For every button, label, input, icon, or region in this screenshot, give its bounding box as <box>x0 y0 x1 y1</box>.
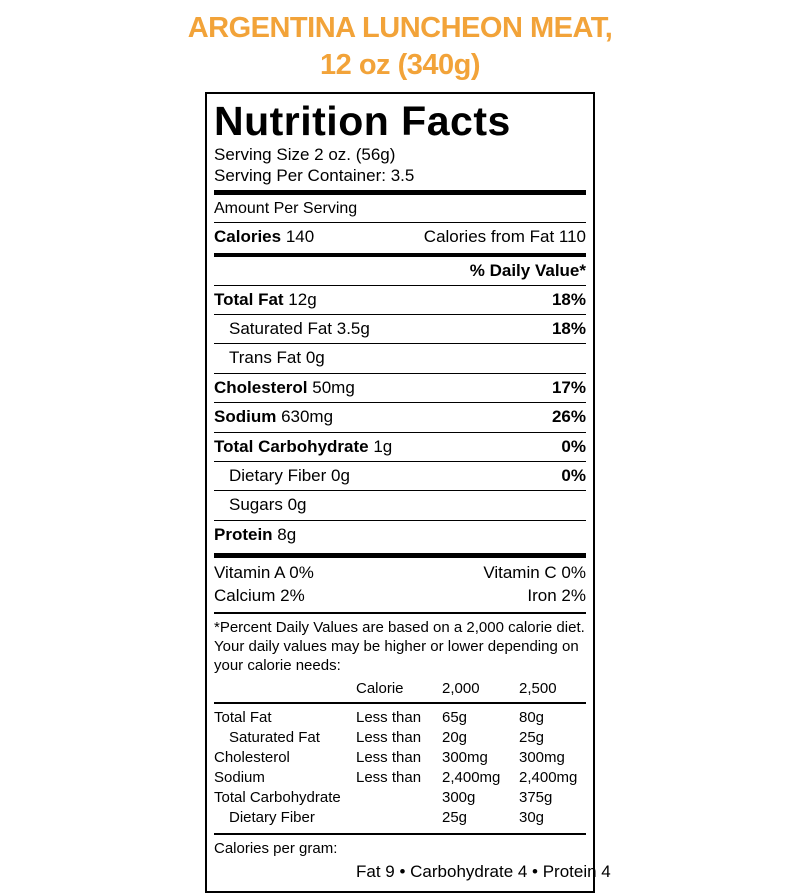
footnote-row-qualifier: Less than <box>356 768 422 786</box>
footnote-row-qualifier: Less than <box>356 748 422 766</box>
calories-per-gram-label: Calories per gram: <box>214 840 338 858</box>
vitamin-left: Calcium 2% <box>214 586 305 606</box>
nutrient-daily-value: 18% <box>551 318 586 338</box>
footnote-row-2000: 20g <box>442 728 468 746</box>
product-title-line1: ARGENTINA LUNCHEON MEAT, <box>187 12 613 44</box>
product-title-line2: 12 oz (340g) <box>320 49 480 82</box>
footnote-row-2000: 65g <box>442 708 468 726</box>
footnote-row-2500: 25g <box>519 728 545 746</box>
nutrient-daily-value: 26% <box>551 407 586 427</box>
nutrient-label: Dietary Fiber <box>229 465 327 485</box>
nutrient-label: Sugars <box>229 495 283 515</box>
nutrient-daily-value: 0% <box>561 436 586 456</box>
nutrition-facts-heading: Nutrition Facts <box>214 98 511 145</box>
calories-label: Calories <box>214 227 282 247</box>
nutrient-daily-value: 17% <box>551 377 586 397</box>
footnote-row-2000: 25g <box>442 809 468 827</box>
calories-from-fat: Calories from Fat 110 <box>423 227 586 247</box>
nutrient-amount: 630mg <box>276 407 334 427</box>
footnote-row-2500: 80g <box>519 708 545 726</box>
calories-label-value <box>214 227 314 247</box>
nutrient-label: Protein <box>214 524 273 544</box>
nutrient-label: Saturated Fat <box>229 318 333 338</box>
servings-per-container: Serving Per Container: 3.5 <box>214 165 415 185</box>
vitamin-row <box>214 584 586 607</box>
footnote-row-2000: 300g <box>442 788 476 806</box>
footnote-row-2000: 2,400mg <box>442 768 501 786</box>
nutrient-amount: 0g <box>301 348 325 368</box>
nutrient-label: Trans Fat <box>229 348 302 368</box>
amount-per-serving: Amount Per Serving <box>214 200 358 217</box>
nutrient-row <box>214 490 586 519</box>
nutrient-row <box>214 314 586 343</box>
footnote-row-2000: 300mg <box>442 748 488 766</box>
serving-size: Serving Size 2 oz. (56g) <box>214 145 396 165</box>
vitamin-right: Iron 2% <box>527 586 586 606</box>
nutrient-amount: 0g <box>326 465 350 485</box>
nutrient-amount: 8g <box>272 524 297 544</box>
calories-row <box>214 222 586 251</box>
calories-per-gram-values: Fat 9 • Carbohydrate 4 • Protein 4 <box>356 861 611 881</box>
nutrient-row <box>214 343 586 372</box>
nutrient-row <box>214 520 586 549</box>
nutrient-row <box>214 402 586 431</box>
nutrient-row <box>214 373 586 402</box>
footnote-row-qualifier: Less than <box>356 708 422 726</box>
nutrient-amount: 3.5g <box>332 318 370 338</box>
footnote-table <box>214 708 586 828</box>
nutrient-amount: 0g <box>282 495 307 515</box>
nutrient-amount: 12g <box>283 289 317 309</box>
footnote-row-label: Saturated Fat <box>229 728 320 746</box>
nutrient-label: Total Fat <box>214 289 284 309</box>
vitamin-rows <box>214 558 586 612</box>
footnote-row-label: Total Fat <box>214 708 272 726</box>
footnote-row-label: Dietary Fiber <box>229 809 315 827</box>
nutrient-amount: 1g <box>368 436 393 456</box>
nutrient-label: Total Carbohydrate <box>214 436 369 456</box>
footnote-table-header <box>214 679 586 698</box>
vitamin-right: Vitamin C 0% <box>483 563 586 583</box>
footnote-text: *Percent Daily Values are based on a 2,000 calorie diet. Your daily values may be higher or lower depending on your calorie needs: <box>214 618 585 674</box>
calories-value: 140 <box>285 227 315 247</box>
divider-medium-footnote <box>214 702 586 704</box>
nutrient-row <box>214 432 586 461</box>
vitamin-row <box>214 561 586 584</box>
footnote-row-qualifier <box>356 788 442 808</box>
footnote-row-label: Cholesterol <box>214 748 290 766</box>
nutrient-daily-value: 0% <box>561 465 586 485</box>
footnote-row-2500: 2,400mg <box>519 768 578 786</box>
footnote-header-col3: 2,000 <box>442 679 480 697</box>
footnote-row-2500: 375g <box>519 788 553 806</box>
nutrient-amount: 50mg <box>307 377 355 397</box>
footnote-row-label: Sodium <box>214 768 265 786</box>
footnote-row-qualifier <box>356 808 442 828</box>
vitamin-left: Vitamin A 0% <box>214 563 314 583</box>
footnote-header-col1 <box>214 679 356 698</box>
nutrient-rows <box>214 285 586 550</box>
footnote-header-col4: 2,500 <box>519 679 557 697</box>
nutrition-facts-label <box>205 92 611 892</box>
nutrient-daily-value: 18% <box>551 289 586 309</box>
nutrient-label: Cholesterol <box>214 377 308 397</box>
footnote-row-2500: 300mg <box>519 748 565 766</box>
footnote-header-col2: Calorie <box>356 679 404 697</box>
daily-value-header: % Daily Value* <box>469 260 586 280</box>
footnote-row-2500: 30g <box>519 809 545 827</box>
product-title <box>0 0 800 84</box>
nutrient-label: Sodium <box>214 407 277 427</box>
nutrient-row <box>214 461 586 490</box>
footnote-row-qualifier: Less than <box>356 728 422 746</box>
nutrient-row <box>214 285 586 314</box>
footnote-row-label: Total Carbohydrate <box>214 788 341 806</box>
